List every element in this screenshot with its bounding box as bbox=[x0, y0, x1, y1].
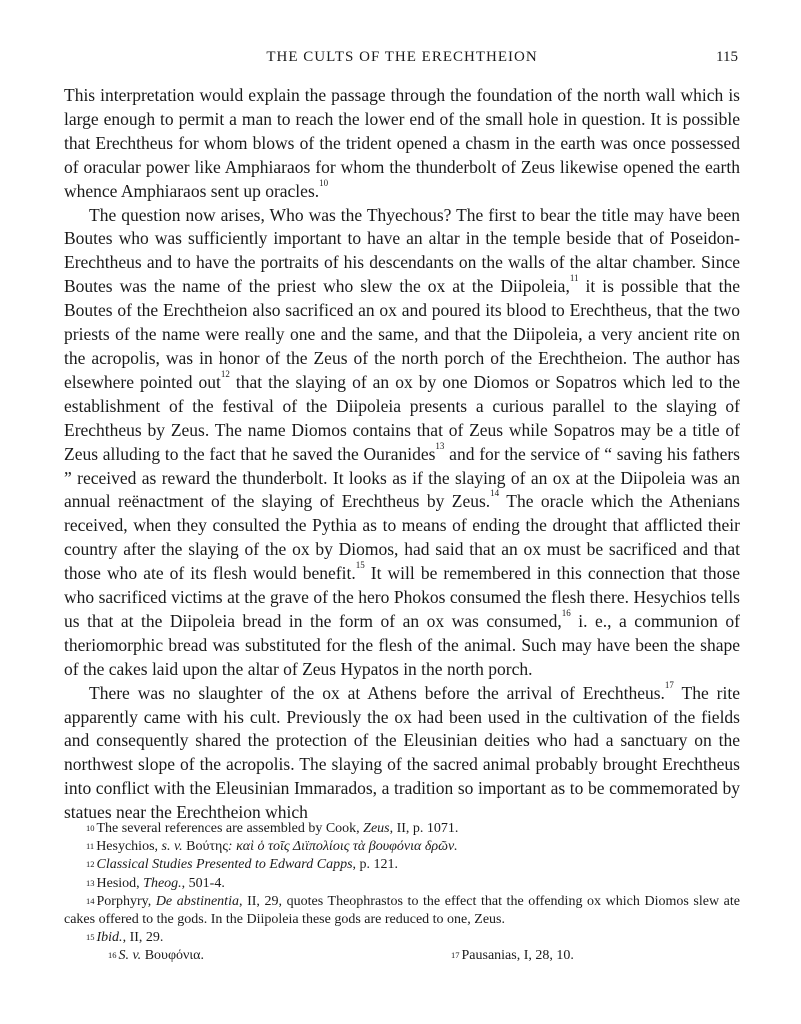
footnote-number: 10 bbox=[86, 823, 95, 833]
paragraph-2-text-b: it is possible that the Boutes of the Erechtheion also sacrificed an ox and poured its blood to Erechtheus, that the two priests of the name were really one and the same, and that the Diipoleia, a very ancient rite on the acropolis, was in honor of the Zeus of the north porch of the Erechtheion. The author has elsewhere pointed out bbox=[64, 276, 740, 392]
footnote-italic: Classical Studies Presented to Edward Capps bbox=[96, 857, 353, 873]
footnote-ref-13: 13 bbox=[435, 440, 445, 451]
footnote-10 bbox=[64, 820, 740, 838]
paragraph-3 bbox=[64, 679, 740, 825]
footnote-italic: Theog. bbox=[143, 875, 182, 891]
footnote-text: Pausanias, I, 28, 10. bbox=[461, 948, 574, 964]
paragraph-1 bbox=[64, 84, 740, 204]
footnote-number: 13 bbox=[86, 877, 95, 888]
footnote-15 bbox=[64, 929, 740, 947]
footnote-13 bbox=[64, 875, 740, 893]
footnote-ref-12: 12 bbox=[220, 368, 230, 379]
footnote-ref-15: 15 bbox=[355, 560, 365, 571]
footnote-text: Βουφόνια. bbox=[141, 948, 204, 964]
running-head bbox=[64, 46, 740, 70]
paragraph-1-text: This interpretation would explain the passage through the foundation of the north wall which is large enough to permit a man to reach the lower end of the small hole in question. It is possible that Erechtheus for whom blows of the trident opened a chasm in the earth was once possessed of oracular power like Amphiaraos for whom the thunderbolt of Zeus likewise opened the earth whence Amphiaraos sent up oracles. bbox=[64, 85, 740, 201]
footnote-text: , p. 121. bbox=[352, 857, 399, 873]
footnote-ref-16: 16 bbox=[561, 607, 571, 618]
paragraph-2-text-f: It will be remembered in this connection that those who sacrificed victims at the grave of the hero Phokos consumed the flesh there. Hesychios tells us that at the Diipoleia bread in the form of an ox was consumed, bbox=[64, 563, 740, 631]
footnote-italic: De abstinentia bbox=[155, 893, 239, 909]
footnote-12 bbox=[64, 856, 740, 874]
footnote-number: 11 bbox=[86, 841, 95, 852]
paragraph-2-text-d: and for the service of “ saving his fathers ” received as reward the thunderbolt. It looks as if the slaying of an ox at the Diipoleia was an annual reënactment of the slaying of Erechtheus by Zeus. bbox=[64, 443, 740, 512]
footnote-text: , 501-4. bbox=[181, 875, 225, 891]
footnote-ref-11: 11 bbox=[569, 273, 579, 284]
footnote-ref-17: 17 bbox=[664, 679, 674, 690]
footnote-text: , II, 29, quotes Theophrastos to the effect that the offending ox which Diomos slew ate cakes offered to the gods. In the Diipoleia these gods are reduced to one, Zeus. bbox=[64, 893, 741, 928]
footnote-row-16-17 bbox=[64, 947, 740, 965]
footnote-ref-14: 14 bbox=[490, 488, 500, 499]
running-title: THE CULTS OF THE ERECHTHEION bbox=[266, 49, 538, 65]
footnote-number: 15 bbox=[86, 932, 95, 943]
footnote-italic: s. v. bbox=[161, 839, 183, 855]
footnote-number: 16 bbox=[108, 950, 117, 961]
paragraph-2 bbox=[64, 204, 740, 682]
footnote-italic: S. v. bbox=[118, 948, 142, 964]
footnote-11 bbox=[64, 838, 740, 856]
footnote-number: 17 bbox=[451, 950, 460, 961]
footnote-italic: Ibid. bbox=[96, 930, 123, 946]
footnote-text: Hesychios, bbox=[96, 839, 162, 855]
footnotes bbox=[64, 820, 740, 965]
footnote-italic: Zeus bbox=[363, 821, 390, 836]
footnote-17 bbox=[429, 947, 574, 965]
page-number: 115 bbox=[716, 49, 738, 65]
footnote-text: , II, 29. bbox=[122, 930, 164, 946]
paragraph-3-text-a: There was no slaughter of the ox at Athens before the arrival of Erechtheus. bbox=[89, 682, 665, 703]
footnote-14 bbox=[64, 893, 740, 929]
footnote-text: The several references are assembled by Cook, bbox=[96, 821, 364, 836]
footnote-number: 12 bbox=[86, 859, 95, 870]
paragraph-2-text-g: i. e., a communion of theriomorphic bread was substituted for the flesh of the animal. Such may have been the shape of the cakes laid upon the altar of Zeus Hypatos in the north porch. bbox=[64, 610, 741, 679]
footnote-text: Hesiod, bbox=[96, 875, 144, 891]
footnote-text: Βούτης bbox=[182, 839, 228, 855]
footnote-16 bbox=[86, 947, 204, 965]
footnote-greek: : καὶ ὁ τοῖς Διϊπολίοις τὰ βουφόνια δρῶν. bbox=[227, 839, 458, 855]
paragraph-2-text-e: The oracle which the Athenians received, when they consulted the Pythia as to means of ending the drought that afflicted their country after the slaying of the ox by Diomos, had said that an ox must be sacrificed and that those who ate of its flesh would benefit. bbox=[64, 491, 740, 584]
paragraph-2-text-c: that the slaying of an ox by one Diomos or Sopatros which led to the establishment of the festival of the Diipoleia presents a curious parallel to the slaying of Erechtheus by Zeus. The name Diomos contains that of Zeus while Sopatros may be a title of Zeus alluding to the fact that he saved the Ouranides bbox=[64, 371, 740, 464]
body-text bbox=[64, 84, 740, 825]
footnote-text: , II, p. 1071. bbox=[389, 821, 459, 836]
footnote-text: Porphyry, bbox=[96, 893, 156, 909]
paragraph-2-text-a: The question now arises, Who was the Thyechous? The first to bear the title may have been Boutes who was sufficiently important to have an altar in the temple beside that of Poseidon-Erechtheus and to have the portraits of his descendants on the walls of the altar chamber. Since Boutes was the name of the priest who slew the ox at the Diipoleia, bbox=[64, 204, 740, 297]
footnote-number: 14 bbox=[86, 895, 95, 906]
footnote-ref-10: 10 bbox=[319, 177, 329, 188]
paragraph-3-text-b: The rite apparently came with his cult. Previously the ox had been used in the cultivation of the fields and consequently shared the protection of the Eleusinian deities who had a sanctuary on the northwest slope of the acropolis. The slaying of the sacred animal probably brought Erechtheus into conflict with the Eleusinian Immarados, a tradition so important as to be commemorated by statues near the Erechtheion which bbox=[64, 682, 740, 823]
